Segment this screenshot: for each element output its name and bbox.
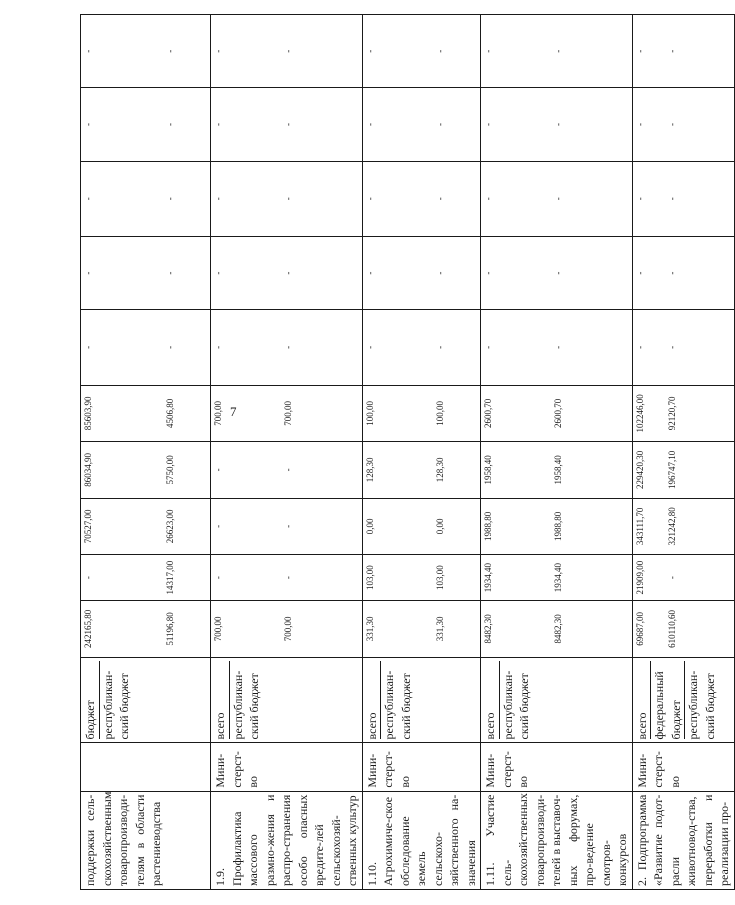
amount-value: 700,00 <box>283 400 293 426</box>
amount-value: 331,30 <box>364 616 375 642</box>
amount-value: 331,30 <box>434 616 445 642</box>
activity-name-cell: 1.10. Агрохимиче-ское обследование земель сельскохо-зяйственного на-значения <box>362 791 481 889</box>
table-row <box>362 15 481 890</box>
amount-value: - <box>283 49 293 53</box>
amount-cell <box>362 236 481 309</box>
funding-source-line: всего <box>483 712 497 740</box>
amount-cell <box>211 88 363 161</box>
amount-value: - <box>483 197 493 201</box>
funding-source-line: всего <box>213 712 227 740</box>
amount-value: - <box>213 197 223 201</box>
funding-source-line: республикан-ский бюджет <box>229 661 263 740</box>
amount-value: - <box>483 345 493 349</box>
amount-cell <box>481 555 633 601</box>
amount-cell <box>81 385 211 442</box>
executor-cell: Мини-стерст-во <box>362 743 481 791</box>
amount-value: 321242,80 <box>666 507 677 546</box>
amount-cell <box>481 236 633 309</box>
amount-cell <box>481 498 633 555</box>
amount-cell <box>362 88 481 161</box>
amount-value: - <box>634 271 645 275</box>
amount-value: - <box>165 123 175 126</box>
funding-source-line: республикан-ский бюджет <box>99 661 133 740</box>
amount-cell <box>362 601 481 658</box>
amount-value: - <box>364 49 375 53</box>
amount-cell <box>481 442 633 499</box>
amount-value: 242165,80 <box>83 609 93 649</box>
amount-cell <box>481 310 633 385</box>
amount-value: - <box>666 345 677 349</box>
amount-value: 26623,00 <box>165 509 175 544</box>
funding-source-cell <box>481 657 633 743</box>
amount-value: 103,00 <box>364 565 375 591</box>
amount-value: - <box>553 197 563 201</box>
amount-cell <box>481 15 633 88</box>
amount-cell <box>211 161 363 236</box>
amount-value: - <box>165 345 175 349</box>
amount-value: 8482,30 <box>553 614 563 644</box>
amount-cell <box>81 310 211 385</box>
amount-cell <box>211 601 363 658</box>
amount-cell <box>81 161 211 236</box>
executor-cell <box>81 743 211 791</box>
amount-value: 92120,70 <box>666 396 677 431</box>
amount-cell <box>481 601 633 658</box>
amount-value: 0,00 <box>364 518 375 535</box>
table-row <box>211 15 363 890</box>
funding-source-line: всего <box>364 712 379 740</box>
amount-cell <box>632 385 734 442</box>
amount-value: - <box>83 345 93 349</box>
amount-value: - <box>283 345 293 349</box>
amount-value: - <box>83 123 93 126</box>
amount-value: 1958,40 <box>553 455 563 485</box>
amount-cell <box>632 88 734 161</box>
amount-cell <box>362 498 481 555</box>
amount-value: 1988,80 <box>553 511 563 541</box>
amount-value: - <box>553 49 563 53</box>
amount-cell <box>632 161 734 236</box>
amount-value: - <box>666 123 677 126</box>
funding-source-line: республикан-ский бюджет <box>380 661 414 740</box>
funding-source-line: республикан-ский бюджет <box>684 661 718 740</box>
amount-value: - <box>213 345 223 349</box>
amount-value: 700,00 <box>213 400 223 426</box>
amount-value: - <box>483 123 493 126</box>
amount-cell <box>211 236 363 309</box>
page-number: 7 <box>230 404 237 419</box>
amount-value: - <box>283 576 293 580</box>
amount-cell <box>211 310 363 385</box>
amount-value: 128,30 <box>434 457 445 483</box>
amount-value: - <box>666 197 677 201</box>
amount-value: - <box>83 49 93 53</box>
rotated-table-wrapper <box>80 14 731 890</box>
amount-value: - <box>434 271 445 275</box>
amount-value: - <box>283 524 293 528</box>
amount-value: - <box>434 123 445 126</box>
amount-value: - <box>165 197 175 201</box>
amount-value: 700,00 <box>283 616 293 642</box>
funding-source-cell <box>632 657 734 743</box>
amount-value: 70527,00 <box>83 509 93 544</box>
amount-cell <box>632 310 734 385</box>
amount-cell <box>211 555 363 601</box>
funding-source-line: республикан-ский бюджет <box>499 661 533 740</box>
amount-value: - <box>634 123 645 126</box>
amount-value: - <box>283 123 293 126</box>
amount-value: 2600,70 <box>483 398 493 428</box>
amount-cell <box>481 88 633 161</box>
amount-value: 86034,90 <box>83 452 93 487</box>
amount-cell <box>362 442 481 499</box>
amount-value: - <box>553 345 563 349</box>
amount-value: 103,00 <box>434 565 445 591</box>
activity-name-cell: 2. Подпрограмма «Развитие подот-расли животновод-ства, переработки и реализации про- <box>632 791 734 889</box>
amount-cell <box>481 161 633 236</box>
amount-cell <box>632 236 734 309</box>
amount-value: - <box>83 197 93 201</box>
amount-value: 14317,00 <box>165 560 175 595</box>
amount-value: - <box>165 271 175 275</box>
executor-cell: Мини-стерст-во <box>632 743 734 791</box>
amount-value: 229420,30 <box>634 450 645 489</box>
amount-value: - <box>434 49 445 53</box>
table-row <box>81 15 211 890</box>
amount-value: 69687,00 <box>634 612 645 646</box>
amount-cell <box>81 88 211 161</box>
activity-name-cell: поддержки сель-скохозяйственным товаропроизводи-телям в области растениеводства <box>81 791 211 889</box>
amount-cell <box>362 385 481 442</box>
funding-source-cell <box>81 657 211 743</box>
amount-value: - <box>213 123 223 126</box>
amount-value: - <box>666 271 677 275</box>
amount-value: - <box>165 49 175 53</box>
amount-cell <box>81 236 211 309</box>
amount-value: 8482,30 <box>483 614 493 644</box>
amount-value: 1958,40 <box>483 455 493 485</box>
activity-name-cell: 1.11. Участие сель-скохозяйственных товаропроизводи-телей в выставоч-ных форумах, про-ведение смотров-конкурсов <box>481 791 633 889</box>
amount-value: 21909,00 <box>634 560 645 595</box>
amount-cell <box>362 310 481 385</box>
amount-value: 1934,40 <box>483 563 493 593</box>
amount-value: - <box>634 345 645 349</box>
amount-cell <box>362 555 481 601</box>
amount-value: 85603,90 <box>83 396 93 431</box>
amount-value: 2600,70 <box>553 398 563 428</box>
amount-cell <box>211 498 363 555</box>
amount-value: - <box>483 271 493 275</box>
amount-cell <box>81 442 211 499</box>
amount-cell <box>211 385 363 442</box>
amount-value: 4506,80 <box>165 398 175 428</box>
funding-source-line: всего <box>634 712 649 740</box>
amount-value: - <box>364 197 375 201</box>
funding-source-line: федеральный бюджет <box>650 661 684 740</box>
amount-value: - <box>364 345 375 349</box>
amount-value: - <box>213 576 223 580</box>
amount-value: 610110,60 <box>666 609 677 648</box>
amount-value: - <box>666 576 677 580</box>
amount-cell <box>632 15 734 88</box>
amount-value: 0,00 <box>434 518 445 535</box>
amount-value: 700,00 <box>213 616 223 642</box>
amount-value: - <box>483 49 493 53</box>
amount-value: - <box>553 123 563 126</box>
budget-table <box>80 14 735 890</box>
funding-source-cell <box>211 657 363 743</box>
amount-cell <box>481 385 633 442</box>
amount-cell <box>211 442 363 499</box>
table-row <box>481 15 633 890</box>
amount-value: - <box>666 49 677 53</box>
amount-value: 5750,00 <box>165 455 175 485</box>
amount-value: 100,00 <box>434 400 445 426</box>
amount-cell <box>362 15 481 88</box>
amount-value: - <box>213 49 223 53</box>
executor-cell: Мини-стерст-во <box>481 743 633 791</box>
amount-cell <box>632 555 734 601</box>
amount-value: - <box>634 197 645 201</box>
amount-value: 1988,80 <box>483 511 493 541</box>
amount-value: 1934,40 <box>553 563 563 593</box>
amount-value: 196747,10 <box>666 450 677 489</box>
amount-value: - <box>283 271 293 275</box>
amount-value: 102246,00 <box>634 394 645 433</box>
amount-cell <box>81 555 211 601</box>
table-row <box>632 15 734 890</box>
amount-value: - <box>434 345 445 349</box>
amount-value: - <box>213 468 223 472</box>
amount-cell <box>632 601 734 658</box>
amount-value: - <box>634 49 645 53</box>
amount-value: 51196,80 <box>165 612 175 646</box>
amount-cell <box>362 161 481 236</box>
amount-value: 343111,70 <box>634 507 645 546</box>
amount-value: - <box>364 271 375 275</box>
amount-cell <box>81 601 211 658</box>
amount-cell <box>632 442 734 499</box>
executor-cell: Мини-стерст-во <box>211 743 363 791</box>
amount-value: - <box>83 576 93 580</box>
amount-cell <box>211 15 363 88</box>
amount-value: - <box>213 524 223 528</box>
amount-value: - <box>83 271 93 275</box>
amount-value: - <box>364 123 375 126</box>
amount-cell <box>632 498 734 555</box>
funding-source-line: бюджет <box>83 700 97 740</box>
amount-value: 128,30 <box>364 457 375 483</box>
activity-name-cell: 1.9. Профилактика массового размно-жения и распро-странения особо опасных вредите-лей сельскохозяй-ственных культур <box>211 791 363 889</box>
amount-value: - <box>213 271 223 275</box>
amount-cell <box>81 15 211 88</box>
amount-value: - <box>283 197 293 201</box>
amount-value: - <box>553 271 563 275</box>
amount-value: 100,00 <box>364 400 375 426</box>
amount-cell <box>81 498 211 555</box>
amount-value: - <box>434 197 445 201</box>
funding-source-cell <box>362 657 481 743</box>
amount-value: - <box>283 468 293 472</box>
